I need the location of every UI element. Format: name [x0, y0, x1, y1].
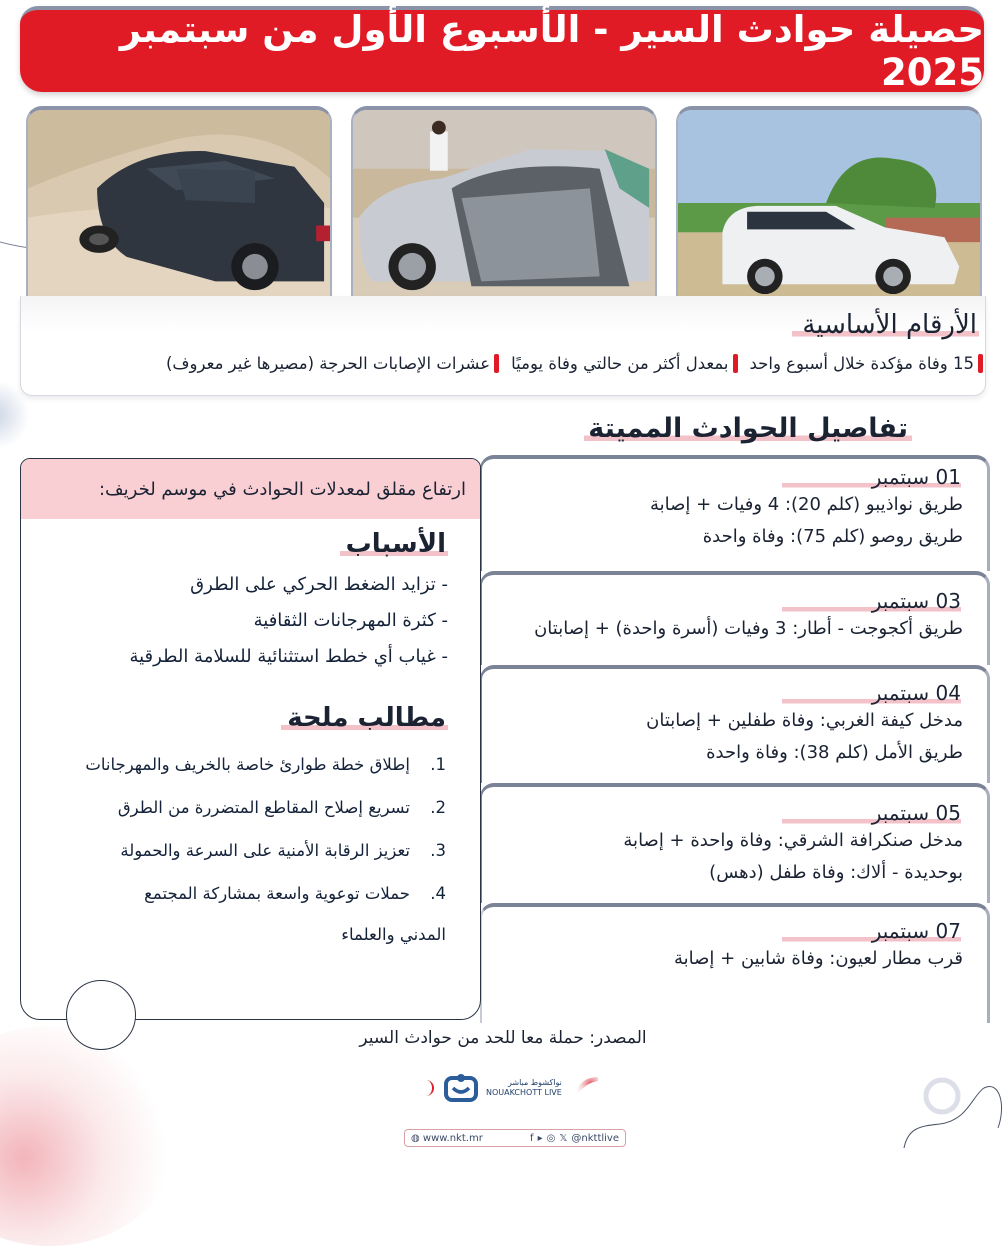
accident-card — [480, 903, 990, 1023]
accident-detail: مدخل كيفة الغربي: وفاة طفلين + إصابتان — [646, 710, 963, 731]
x-icon[interactable]: 𝕏 — [559, 1132, 568, 1144]
photo-row — [26, 106, 982, 296]
key-figures-stats — [27, 354, 983, 373]
accident-detail: طريق الأمل (كلم 38): وفاة واحدة — [706, 742, 963, 763]
accident-detail: مدخل صنكرافة الشرقي: وفاة واحدة + إصابة — [623, 830, 963, 851]
accident-photo-dark-sedan — [26, 106, 332, 296]
brand-logo — [420, 1070, 610, 1106]
accident-detail: بوحديدة - ألاك: وفاة طفل (دهس) — [709, 862, 963, 883]
stat-item: بمعدل أكثر من حالتي وفاة يوميًا — [511, 354, 737, 373]
accident-detail: طريق روصو (كلم 75): وفاة واحدة — [702, 526, 963, 547]
red-bar-marker — [733, 354, 738, 373]
causes-title: الأسباب — [340, 529, 448, 559]
demand-item-continuation: المدني والعلماء — [341, 925, 446, 944]
website-link[interactable]: ◍ www.nkt.mr — [411, 1132, 483, 1144]
footer-links-bar — [404, 1129, 626, 1147]
fatal-accidents-title: تفاصيل الحوادث المميتة — [584, 413, 912, 444]
accident-photo-white-suv — [676, 106, 982, 296]
cause-item: - كثرة المهرجانات الثقافية — [253, 610, 448, 631]
red-bar-marker — [978, 354, 983, 373]
accident-card — [480, 783, 990, 903]
causes-list — [21, 567, 448, 675]
cause-item: - تزايد الضغط الحركي على الطرق — [190, 574, 448, 595]
demand-item: 1. إطلاق خطة طوارئ خاصة بالخريف والمهرجانات — [85, 755, 446, 774]
social-handle[interactable]: @nkttlive — [571, 1132, 619, 1144]
accident-card — [480, 571, 990, 665]
instagram-icon[interactable]: ◎ — [546, 1132, 556, 1144]
accident-date: 01 سبتمبر — [782, 465, 961, 489]
accident-list — [480, 455, 990, 1023]
key-figures-title: الأرقام الأساسية — [792, 310, 979, 340]
page-title: حصيلة حوادث السير - الأسبوع الأول من سبتمبر 2025 — [119, 8, 984, 94]
demands-section — [21, 703, 480, 955]
accident-photo-silver-sedan — [351, 106, 657, 296]
nouakchott-live-logo-icon — [444, 1074, 478, 1102]
cause-item: - غياب أي خطط استثنائية للسلامة الطرقية — [129, 646, 448, 667]
panel-headline: ارتفاع مقلق لمعدلات الحوادث في موسم لخريف: — [21, 459, 480, 519]
demand-item: 2. تسريع إصلاح المقاطع المتضررة من الطرق — [117, 798, 446, 817]
demand-item: 3. تعزيز الرقابة الأمنية على السرعة والحمولة — [120, 841, 446, 860]
accident-card — [480, 665, 990, 783]
title-banner — [20, 6, 984, 92]
red-bar-marker — [494, 354, 499, 373]
stat-item: عشرات الإصابات الحرجة (مصيرها غير معروف) — [166, 354, 499, 373]
youtube-icon[interactable]: ▸ — [537, 1132, 543, 1144]
red-swoosh-icon — [570, 1073, 600, 1103]
accident-detail: طريق أكجوجت - أطار: 3 وفيات (أسرة واحدة) + إصابتان — [534, 618, 963, 639]
decorative-curve — [880, 1036, 1006, 1156]
brand-name: نواكشوط مباشر NOUAKCHOTT LIVE — [486, 1078, 562, 1097]
key-figures-card — [20, 296, 986, 396]
demands-list — [21, 743, 446, 915]
accident-detail: قرب مطار لعيون: وفاة شابين + إصابة — [673, 948, 963, 969]
stat-item: 15 وفاة مؤكدة خلال أسبوع واحد — [750, 354, 983, 373]
causes-section — [21, 529, 480, 675]
accident-date: 05 سبتمبر — [782, 801, 961, 825]
source-line: المصدر: حملة معا للحد من حوادث السير — [359, 1028, 647, 1048]
accident-card — [480, 455, 990, 571]
accident-detail: طريق نواذيبو (كلم 20): 4 وفيات + إصابة — [649, 494, 963, 515]
accident-date: 04 سبتمبر — [782, 681, 961, 705]
causes-demands-panel — [20, 458, 481, 1020]
crescent-icon — [420, 1078, 436, 1098]
globe-icon: ◍ — [411, 1132, 420, 1144]
accident-date: 07 سبتمبر — [782, 919, 961, 943]
decorative-blob — [0, 1026, 180, 1246]
demand-item: 4. حملات توعوية واسعة بمشاركة المجتمع — [144, 884, 446, 903]
social-links — [530, 1133, 619, 1144]
demands-title: مطالب ملحة — [281, 703, 448, 733]
accident-date: 03 سبتمبر — [782, 589, 961, 613]
facebook-icon[interactable]: f — [530, 1132, 534, 1144]
